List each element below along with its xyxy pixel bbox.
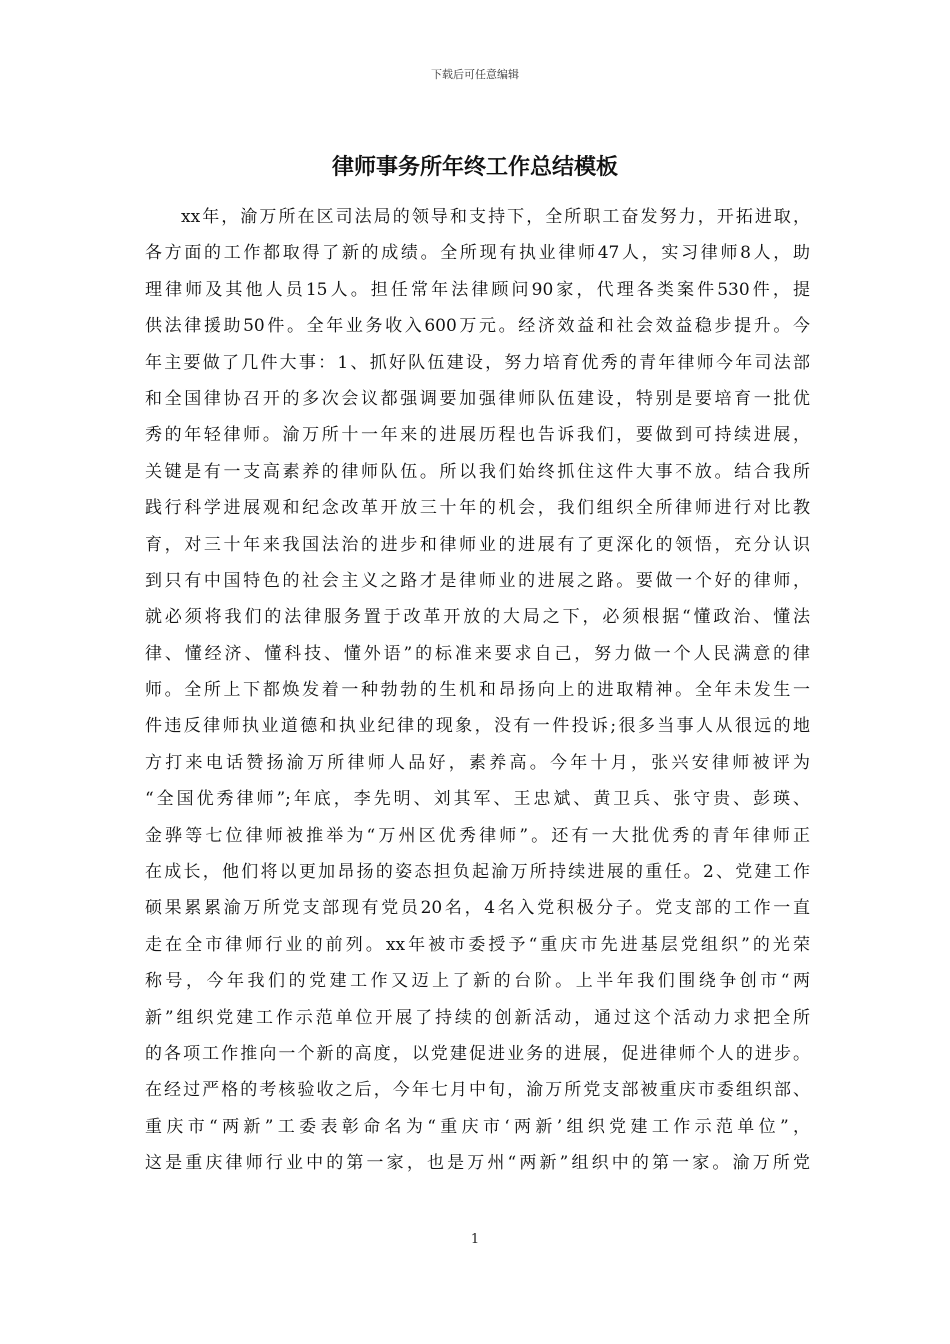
body-line: 这是重庆律师行业中的第一家，也是万州“两新”组织中的第一家。渝万所党 bbox=[145, 1153, 810, 1174]
body-line: 供法律援助50件。全年业务收入600万元。经济效益和社会效益稳步提升。今 bbox=[145, 316, 810, 337]
body-line: “全国优秀律师”;年底，李先明、刘其军、王忠斌、黄卫兵、张守贵、彭瑛、 bbox=[145, 789, 810, 810]
body-line: 师。全所上下都焕发着一种勃勃的生机和昂扬向上的进取精神。全年未发生一 bbox=[145, 680, 810, 701]
body-line: 律、懂经济、懂科技、懂外语”的标准来要求自己，努力做一个人民满意的律 bbox=[145, 643, 810, 664]
page-number: 1 bbox=[470, 1232, 480, 1247]
body-line: 和全国律协召开的多次会议都强调要加强律师队伍建设，特别是要培育一批优 bbox=[145, 388, 810, 409]
header-note: 下载后可任意编辑 bbox=[431, 68, 519, 81]
body-line: 金骅等七位律师被推举为“万州区优秀律师”。还有一大批优秀的青年律师正 bbox=[145, 825, 810, 846]
body-line: 硕果累累渝万所党支部现有党员20名，4名入党积极分子。党支部的工作一直 bbox=[145, 898, 810, 919]
body-line: 年主要做了几件大事：1、抓好队伍建设，努力培育优秀的青年律师今年司法部 bbox=[145, 352, 810, 373]
body-line: 重庆市“两新”工委表彰命名为“重庆市‘两新’组织党建工作示范单位”， bbox=[145, 1116, 810, 1137]
body-line: 走在全市律师行业的前列。xx年被市委授予“重庆市先进基层党组织”的光荣 bbox=[145, 934, 810, 955]
body-line: 方打来电话赞扬渝万所律师人品好，素养高。今年十月，张兴安律师被评为 bbox=[145, 752, 810, 773]
body-line: 的各项工作推向一个新的高度，以党建促进业务的进展，促进律师个人的进步。 bbox=[145, 1043, 810, 1064]
body-paragraph bbox=[145, 199, 810, 1182]
body-line: xx年，渝万所在区司法局的领导和支持下，全所职工奋发努力，开拓进取， bbox=[181, 207, 810, 227]
body-line: 在成长，他们将以更加昂扬的姿态担负起渝万所持续进展的重任。2、党建工作 bbox=[145, 862, 810, 883]
body-line: 到只有中国特色的社会主义之路才是律师业的进展之路。要做一个好的律师， bbox=[145, 570, 810, 591]
body-line: 关键是有一支高素养的律师队伍。所以我们始终抓住这件大事不放。结合我所 bbox=[145, 461, 810, 482]
body-line: 在经过严格的考核验收之后，今年七月中旬，渝万所党支部被重庆市委组织部、 bbox=[145, 1080, 810, 1101]
body-line: 就必须将我们的法律服务置于改革开放的大局之下，必须根据“懂政治、懂法 bbox=[145, 607, 810, 628]
body-line: 践行科学进展观和纪念改革开放三十年的机会，我们组织全所律师进行对比教 bbox=[145, 498, 810, 519]
body-line: 育，对三十年来我国法治的进步和律师业的进展有了更深化的领悟，充分认识 bbox=[145, 534, 810, 555]
body-line: 新”组织党建工作示范单位开展了持续的创新活动，通过这个活动力求把全所 bbox=[145, 1007, 810, 1028]
body-line: 称号，今年我们的党建工作又迈上了新的台阶。上半年我们围绕争创市“两 bbox=[145, 971, 810, 992]
body-line: 件违反律师执业道德和执业纪律的现象，没有一件投诉;很多当事人从很远的地 bbox=[145, 716, 810, 737]
body-line: 秀的年轻律师。渝万所十一年来的进展历程也告诉我们，要做到可持续进展， bbox=[145, 425, 810, 446]
body-line: 各方面的工作都取得了新的成绩。全所现有执业律师47人，实习律师8人，助 bbox=[145, 243, 810, 264]
document-title: 律师事务所年终工作总结模板 bbox=[331, 154, 618, 180]
body-line: 理律师及其他人员15人。担任常年法律顾问90家，代理各类案件530件，提 bbox=[145, 279, 810, 300]
